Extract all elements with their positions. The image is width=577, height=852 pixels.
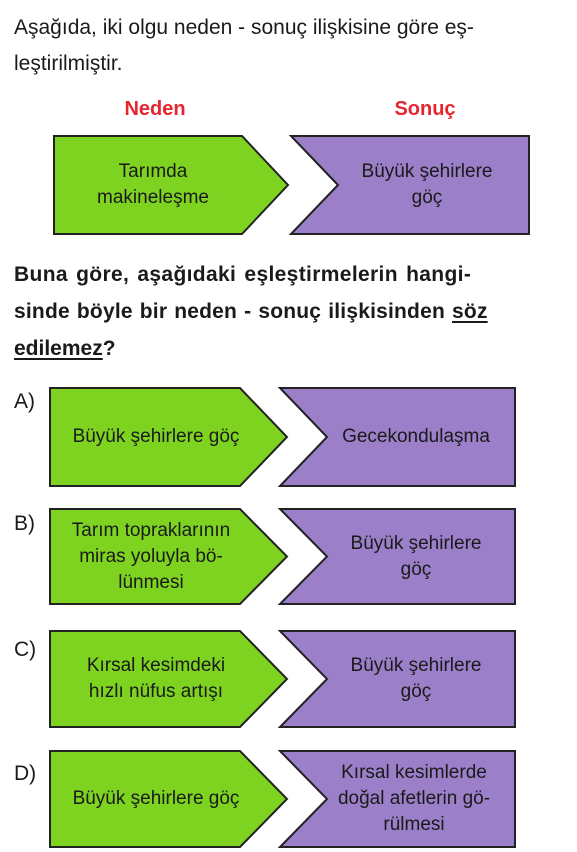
cause-line: lünmesi	[118, 571, 184, 593]
intro-line-1: Aşağıda, iki olgu neden - sonuç ilişkisine göre eş-	[14, 16, 474, 39]
option-a-cause-text	[50, 387, 262, 487]
effect-line: Büyük şehirlere	[350, 532, 482, 554]
effect-line: doğal afetlerin gö-	[337, 788, 491, 809]
option-c-pair[interactable]	[50, 630, 516, 728]
example-effect-line: Büyük şehirlere	[361, 161, 493, 182]
effect-line: Kırsal kesimlerde	[341, 762, 487, 783]
option-a-effect-text	[316, 387, 516, 487]
option-d-cause-text	[50, 750, 262, 848]
question-line-3	[14, 330, 570, 367]
question-emphasis-soz: söz	[452, 300, 488, 323]
option-b-effect-text	[316, 508, 516, 605]
example-cause-line: Tarımda	[118, 161, 188, 182]
intro-text	[14, 10, 564, 82]
cause-line: Büyük şehirlere göç	[72, 788, 240, 809]
option-b-pair[interactable]	[50, 508, 516, 605]
option-d-pair[interactable]	[50, 750, 516, 848]
effect-line: Büyük şehirlere	[350, 655, 482, 676]
cause-line: Büyük şehirlere göç	[72, 426, 240, 447]
option-d-effect-text	[312, 750, 516, 848]
question-line-2	[14, 293, 570, 330]
option-a-pair[interactable]	[50, 387, 516, 487]
example-pair	[54, 135, 530, 235]
cause-header: Neden	[124, 98, 186, 120]
option-b-letter[interactable]: B)	[14, 512, 35, 535]
option-c-effect-text	[316, 630, 516, 728]
question-text	[14, 256, 570, 367]
cause-line: hızlı nüfus artışı	[88, 681, 224, 702]
example-cause-text	[54, 135, 252, 235]
effect-line: göç	[400, 558, 432, 580]
example-cause-line: makineleşme	[97, 187, 209, 208]
cause-line: Kırsal kesimdeki	[86, 655, 226, 676]
option-c-letter[interactable]: C)	[14, 638, 37, 661]
effect-line: göç	[400, 681, 432, 702]
question-emphasis-edilemez: edilemez	[14, 337, 103, 360]
question-line-1: Buna göre, aşağıdaki eşleştirmelerin hangi-	[14, 263, 472, 286]
effect-line: Gecekondulaşma	[342, 426, 490, 447]
effect-line: rülmesi	[383, 814, 445, 835]
cause-line: Tarım topraklarının	[71, 519, 231, 541]
intro-line-2: leştirilmiştir.	[14, 52, 123, 75]
question-line-2-text: sinde böyle bir neden - sonuç ilişkisinden	[14, 300, 453, 323]
option-b-cause-text	[50, 508, 252, 605]
effect-header: Sonuç	[394, 98, 456, 120]
option-a-letter[interactable]: A)	[14, 390, 35, 413]
option-c-cause-text	[50, 630, 262, 728]
option-d-letter[interactable]: D)	[14, 762, 37, 785]
example-effect-text	[324, 135, 530, 235]
question-mark: ?	[102, 337, 116, 360]
example-effect-line: göç	[411, 187, 443, 208]
cause-line: miras yoluyla bö-	[79, 545, 223, 567]
